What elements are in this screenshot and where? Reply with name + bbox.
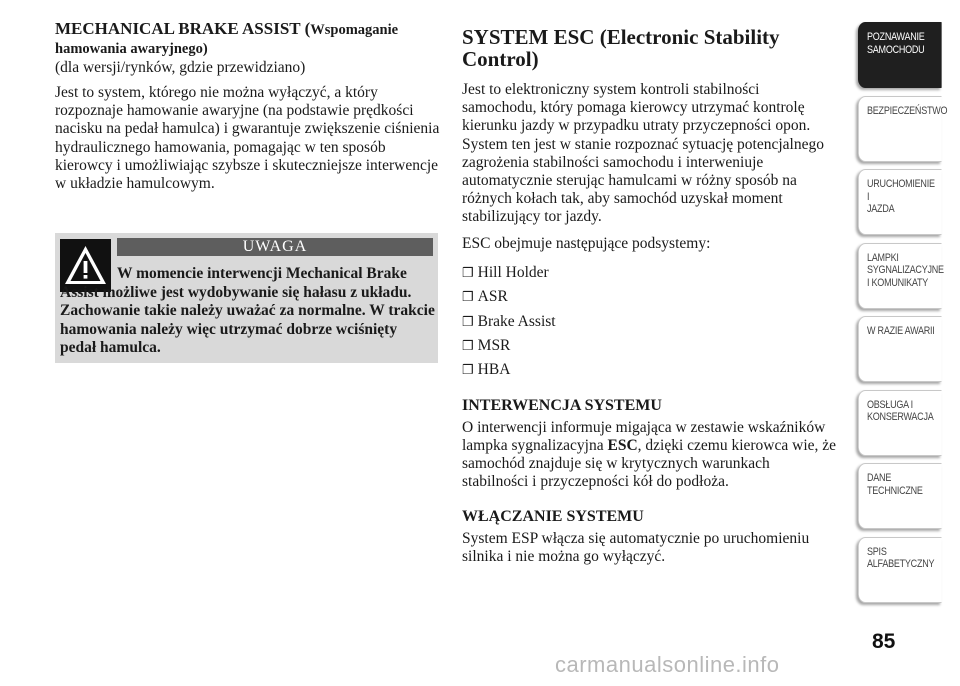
activation-heading: WŁĄCZANIE SYSTEMU (462, 507, 644, 525)
checkbox-icon: ❒ (462, 362, 474, 378)
brake-assist-body: Jest to system, którego nie można wyłączyć, a który rozpoznaje hamowanie awaryjne (na podstawie prędkości nacisku na pedał hamulca) i gwarantuje zwiększenie ciśnienia hydraulicznego hamowania, pomagając w ten sposób kierowcy i umożliwiając szybsze i skuteczniejsze interwencje w układzie hamulcowym. (55, 84, 440, 193)
intervention-text: O interwencji informuje migająca w zestawie wskaźników lampka sygnalizacyjna ESC, dzięki czemu kierowca wie, że samochód znajduje się w krytycznych warunkach stabilności i przyczepności kół do podłoża. (462, 418, 837, 491)
intervention-heading: INTERWENCJA SYSTEMU (462, 396, 662, 414)
tab-bezpieczenstwo[interactable]: BEZPIECZEŃSTWO (858, 96, 942, 162)
esc-intro: Jest to elektroniczny system kontroli stabilności samochodu, który pomaga kierowcy utrzymać kontrolę kierunku jazdy w przypadku utraty przyczepności opon. System ten jest w stanie rozpoznać sytuację potencjalnego zagrożenia stabilności samochodu i interweniuje automatycznie sterując hamulcami w różny sposób na różnych kołach tak, aby samochód uzyskał moment stabilizujący tor jazdy. (462, 81, 824, 226)
checkbox-icon: ❒ (462, 338, 474, 354)
list-item: ❒ Brake Assist (462, 312, 556, 330)
chapter-tabs (858, 22, 960, 610)
esc-column (462, 14, 837, 574)
warning-box (55, 233, 438, 363)
list-item: ❒ Hill Holder (462, 263, 549, 281)
esc-title: SYSTEM ESC (Electronic Stability Control) (462, 25, 780, 71)
checkbox-icon: ❒ (462, 289, 474, 305)
tab-spis-alfabetyczny[interactable]: SPIS ALFABETYCZNY (858, 537, 942, 603)
checkbox-icon: ❒ (462, 264, 474, 280)
esc-subsystem-list (462, 261, 837, 383)
tab-obsluga-i-konserwacja[interactable]: OBSŁUGA I KONSERWACJA (858, 390, 942, 456)
list-item: ❒ ASR (462, 288, 508, 306)
brake-assist-note: (dla wersji/rynków, gdzie przewidziano) (55, 59, 306, 76)
tab-dane-techniczne[interactable]: DANE TECHNICZNE (858, 463, 942, 529)
activation-text: System ESP włącza się automatycznie po uruchomieniu silnika i nie można go wyłączyć. (462, 529, 810, 565)
tab-uruchomienie-i-jazda[interactable]: URUCHOMIENIE I JAZDA (858, 169, 942, 235)
warning-text: W momencie interwencji Mechanical Brake Assist możliwe jest wydobywanie się hałasu z układu. Zachowanie takie należy uważać za normalne. W trakcie hamowania należy więc utrzymać dobrze wciśnięty pedał hamulca. (60, 265, 435, 356)
checkbox-icon: ❒ (462, 313, 474, 329)
warning-label: UWAGA (117, 238, 433, 256)
page-number: 85 (872, 630, 896, 653)
tab-poznawanie-samochodu[interactable]: POZNAWANIE SAMOCHODU (858, 22, 942, 88)
list-item: ❒ HBA (462, 361, 511, 379)
left-column (55, 14, 440, 201)
watermark: carmanualsonline.info (555, 652, 780, 677)
tab-w-razie-awarii[interactable]: W RAZIE AWARII (858, 316, 942, 382)
esc-subsystems-intro: ESC obejmuje następujące podsystemy: (462, 234, 711, 252)
tab-lampki-sygnalizacyjne[interactable]: LAMPKI SYGNALIZACYJNE I KOMUNIKATY (858, 243, 942, 309)
brake-assist-heading: MECHANICAL BRAKE ASSIST (Wspomaganie hamowania awaryjnego) (55, 19, 399, 57)
list-item: ❒ MSR (462, 337, 511, 355)
